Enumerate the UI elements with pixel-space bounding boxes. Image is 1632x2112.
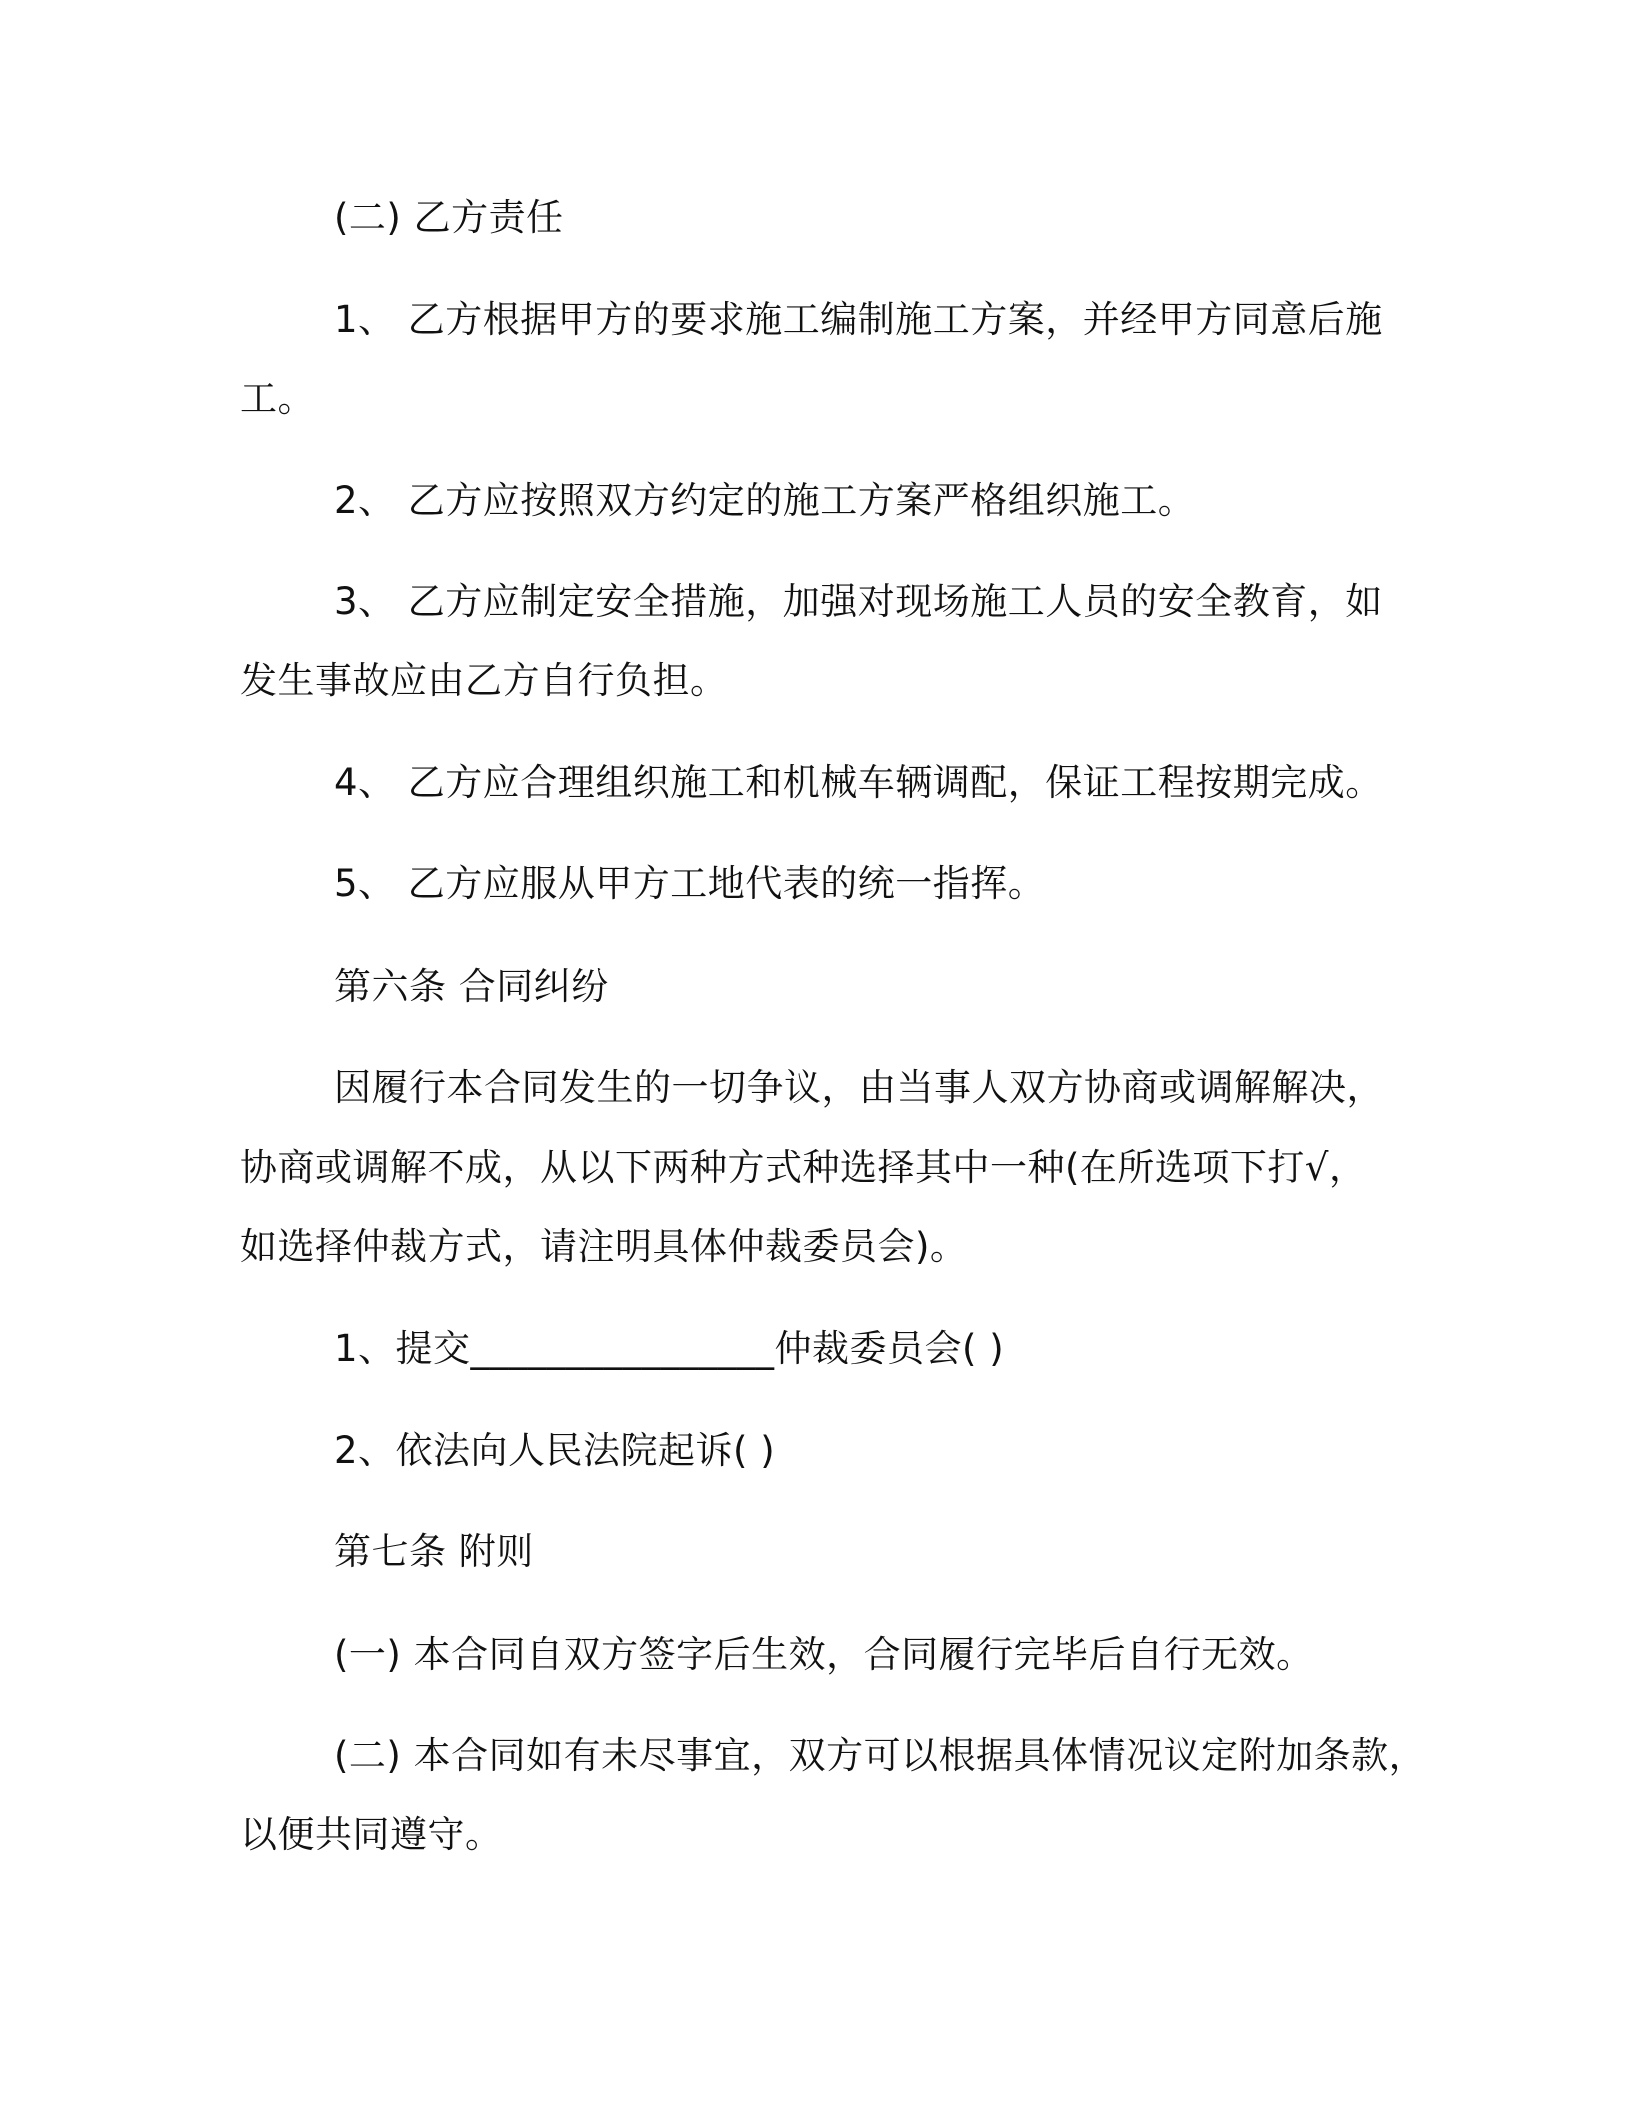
article-6-paragraph-line-1: 因履行本合同发生的一切争议，由当事人双方协商或调解解决， <box>334 1066 1384 1109</box>
article-6-paragraph-line-3: 如选择仲裁方式，请注明具体仲裁委员会)。 <box>240 1225 968 1268</box>
party-b-item-5: 5、 乙方应服从甲方工地代表的统一指挥。 <box>334 862 1046 905</box>
article-7-item-2-line-2: 以便共同遵守。 <box>240 1813 503 1856</box>
article-6-paragraph-line-2: 协商或调解不成，从以下两种方式种选择其中一种(在所选项下打√， <box>240 1146 1367 1189</box>
party-b-item-3-line-2: 发生事故应由乙方自行负担。 <box>240 659 728 702</box>
dispute-option-arbitration: 1、提交________________仲裁委员会( ) <box>334 1327 1005 1370</box>
party-b-item-3-line-1: 3、 乙方应制定安全措施，加强对现场施工人员的安全教育，如 <box>334 580 1383 623</box>
party-b-item-1-line-1: 1、 乙方根据甲方的要求施工编制施工方案，并经甲方同意后施 <box>334 298 1383 341</box>
article-7-item-1: (一) 本合同自双方签字后生效，合同履行完毕后自行无效。 <box>334 1633 1314 1676</box>
dispute-option-court: 2、依法向人民法院起诉( ) <box>334 1429 776 1472</box>
article-6-title: 第六条 合同纠纷 <box>334 965 609 1008</box>
party-b-item-4: 4、 乙方应合理组织施工和机械车辆调配，保证工程按期完成。 <box>334 761 1383 804</box>
party-b-item-2: 2、 乙方应按照双方约定的施工方案严格组织施工。 <box>334 479 1196 522</box>
section-heading-party-b-responsibility: (二) 乙方责任 <box>334 196 564 239</box>
party-b-item-1-line-2: 工。 <box>240 377 315 420</box>
article-7-title: 第七条 附则 <box>334 1530 534 1573</box>
article-7-item-2-line-1: (二) 本合同如有未尽事宜，双方可以根据具体情况议定附加条款， <box>334 1734 1427 1777</box>
